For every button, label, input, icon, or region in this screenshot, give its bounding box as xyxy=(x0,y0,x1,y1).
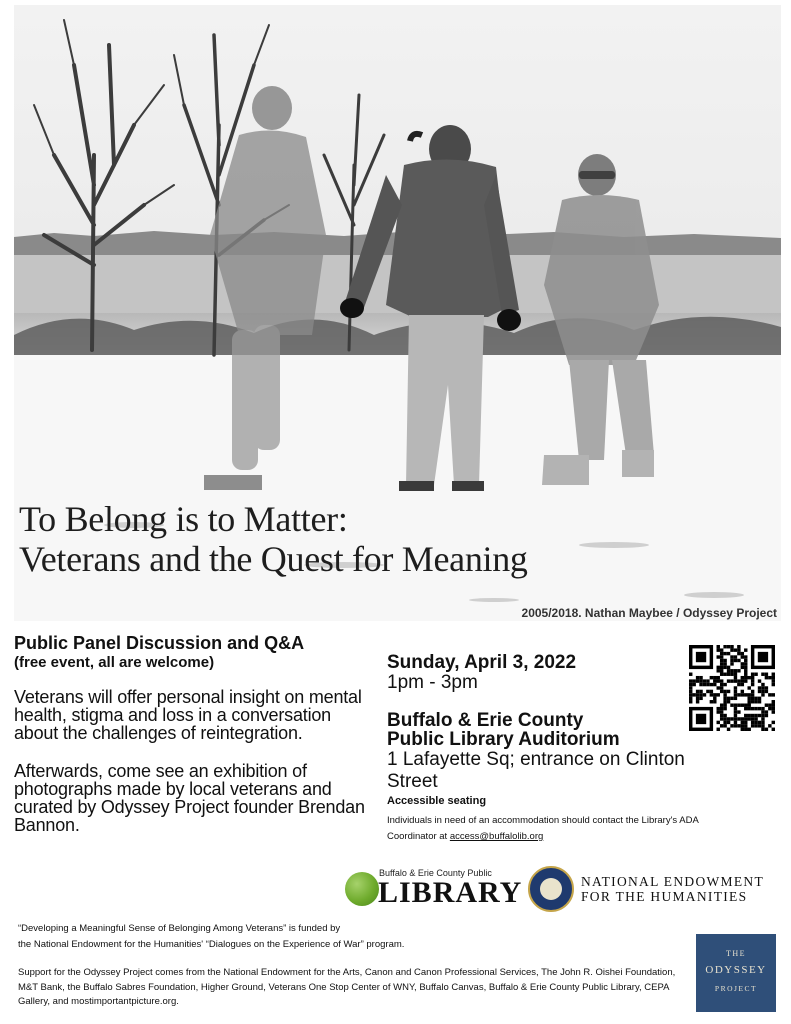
neh-name-line2: FOR THE HUMANITIES xyxy=(581,889,748,904)
event-title-line1: To Belong is to Matter: xyxy=(19,499,348,539)
panel-heading: Public Panel Discussion and Q&A xyxy=(14,633,305,653)
odyssey-logo-the: THE xyxy=(725,949,747,958)
event-photo xyxy=(14,5,781,621)
panel-paragraph-1: Veterans will offer personal insight on mental health, stigma and loss in a conversation about the challenges of reintegration. xyxy=(14,687,362,743)
neh-seal-icon xyxy=(528,866,574,912)
photo-credit: 2005/2018. Nathan Maybee / Odyssey Project xyxy=(521,606,777,620)
library-logo-small-text: Buffalo & Erie County Public xyxy=(379,868,492,878)
library-logo-big-text: LIBRARY xyxy=(378,876,523,909)
panel-paragraph-2: Afterwards, come see an exhibition of photographs made by local veterans and curated by Odyssey Project founder Brendan Bannon. xyxy=(14,761,365,835)
event-address: 1 Lafayette Sq; entrance on Clinton Street xyxy=(387,749,685,792)
event-title-line2: Veterans and the Quest for Meaning xyxy=(19,539,528,579)
event-time: 1pm - 3pm xyxy=(387,672,478,693)
neh-name-line1: NATIONAL ENDOWMENT xyxy=(581,874,764,889)
funding-line-2: the National Endowment for the Humanities' “Dialogues on the Experience of War” program. xyxy=(18,939,405,950)
event-details xyxy=(387,653,737,845)
ada-notice xyxy=(387,813,747,845)
venue-line-2: Public Library Auditorium xyxy=(387,729,620,750)
odyssey-logo-name: ODYSSEY xyxy=(705,964,767,976)
neh-logo xyxy=(528,866,768,916)
ada-email-link[interactable]: access@buffalolib.org xyxy=(449,831,544,842)
funding-line-1: “Developing a Meaningful Sense of Belonging Among Veterans” is funded by xyxy=(18,923,341,934)
odyssey-logo-project: PROJECT xyxy=(714,984,758,993)
funding-note xyxy=(18,921,678,953)
library-leaf-icon xyxy=(345,872,379,906)
odyssey-project-logo xyxy=(696,934,776,1012)
panel-description xyxy=(14,633,374,854)
ada-text: Individuals in need of an accommodation should contact the Library's ADA Coordinator at xyxy=(387,815,699,842)
support-acknowledgement: Support for the Odyssey Project comes from the National Endowment for the Arts, Canon and Canon Professional Services, The John R. Oishei Foundation, M&T Bank, the Buffalo Sabres Foundation, Higher Ground, Veterans One Stop Center of WNY, Buffalo Canvas, Buffalo & Erie County Public Library, CEPA Gallery, and mostimportantpicture.org. xyxy=(18,967,676,1007)
event-date: Sunday, April 3, 2022 xyxy=(387,652,577,673)
qr-code-icon[interactable] xyxy=(689,645,775,731)
panel-subheading: (free event, all are welcome) xyxy=(14,654,215,671)
venue-line-1: Buffalo & Erie County xyxy=(387,710,584,731)
event-title xyxy=(19,499,528,579)
library-logo-icon xyxy=(345,866,523,912)
accessible-seating: Accessible seating xyxy=(387,795,487,807)
